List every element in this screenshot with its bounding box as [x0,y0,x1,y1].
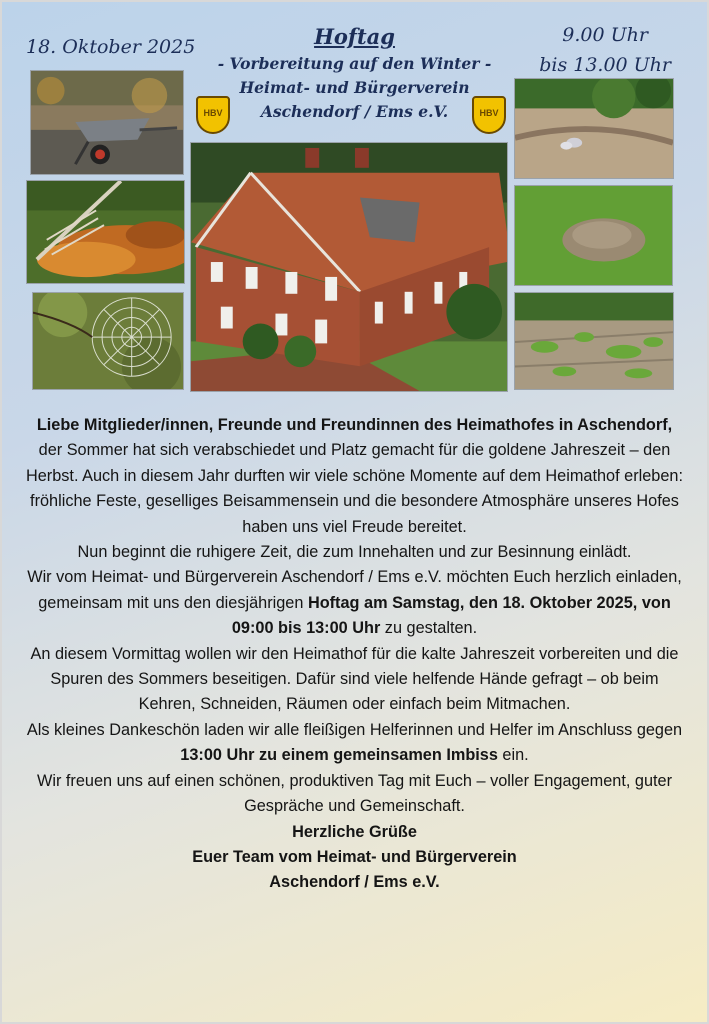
event-time [539,20,671,80]
letter-paragraph-1: der Sommer hat sich verabschiedet und Platz gemacht für die goldene Jahreszeit – den Herbst. Auch in diesem Jahr durften wir viele schöne Momente auf dem Heimathof erleben: fröhliche Feste, geselliges Beisammensein und die besondere Atmosphäre unseres Hofes haben uns viel Freude bereitet. [25,441,683,536]
letter-p5-highlight: 13:00 Uhr zu einem gemeinsamen Imbiss [180,746,498,765]
letter-greeting: Liebe Mitglieder/innen, Freunde und Freundinnen des Heimathofes in Aschendorf, [36,416,673,434]
club-name: Heimat- und Bürgerverein [239,78,470,97]
letter-p3-end: zu gestalten. [380,619,478,638]
molehill-photo [514,185,673,286]
spiderweb-photo [32,292,184,390]
letter-paragraph-2: Nun beginnt die ruhigere Zeit, die zum Innehalten und zur Besinnung einlädt. [77,543,632,562]
flyer-title-block [190,22,519,124]
wheelbarrow-photo [30,70,184,175]
weeds-paving-photo [514,292,674,390]
time-end: bis 13.00 Uhr [539,54,671,76]
letter-p3-highlight: Hoftag am Samstag, den 18. Oktober 2025, von 09:00 bis 13:00 Uhr [231,593,671,638]
invitation-letter [24,413,685,896]
letter-p5-end: ein. [497,746,529,765]
garden-bed-photo [514,78,674,179]
letter-closing-team: Euer Team vom Heimat- und Bürgerverein [192,847,517,866]
event-date: 18. Oktober 2025 [26,36,196,58]
letter-paragraph-3 [24,565,685,641]
club-logo-left: HBV [196,96,230,134]
heimathof-house-photo [190,142,508,392]
club-location: Aschendorf / Ems e.V. [260,102,449,121]
letter-p3-text: Wir vom Heimat- und Bürgerverein Aschendorf / Ems e.V. möchten Euch herzlich einladen, gemeinsam mit uns den diesjährigen [27,568,682,612]
rake-leaves-photo [26,180,185,284]
letter-paragraph-6: Wir freuen uns auf einen schönen, produktiven Tag mit Euch – voller Engagement, guter Gespräche und Gemeinschaft. [36,771,673,816]
letter-paragraph-4: An diesem Vormittag wollen wir den Heimathof für die kalte Jahreszeit vorbereiten und die Spuren des Sommers beseitigen. Dafür sind viele helfende Hände gefragt – ob beim Kehren, Schneiden, Räumen oder einfach beim Mitmachen. [30,644,679,714]
letter-closing-club: Aschendorf / Ems e.V. [269,873,440,892]
letter-closing-greeting: Herzliche Grüße [292,822,417,841]
time-start: 9.00 Uhr [562,24,648,46]
flyer-title: Hoftag [314,24,395,49]
club-logo-right: HBV [472,96,506,134]
letter-p5-text: Als kleines Dankeschön laden wir alle fleißigen Helferinnen und Helfer im Anschluss gegen [26,720,683,739]
flyer-subtitle: - Vorbereitung auf den Winter - [217,54,492,73]
letter-paragraph-5 [24,718,685,769]
